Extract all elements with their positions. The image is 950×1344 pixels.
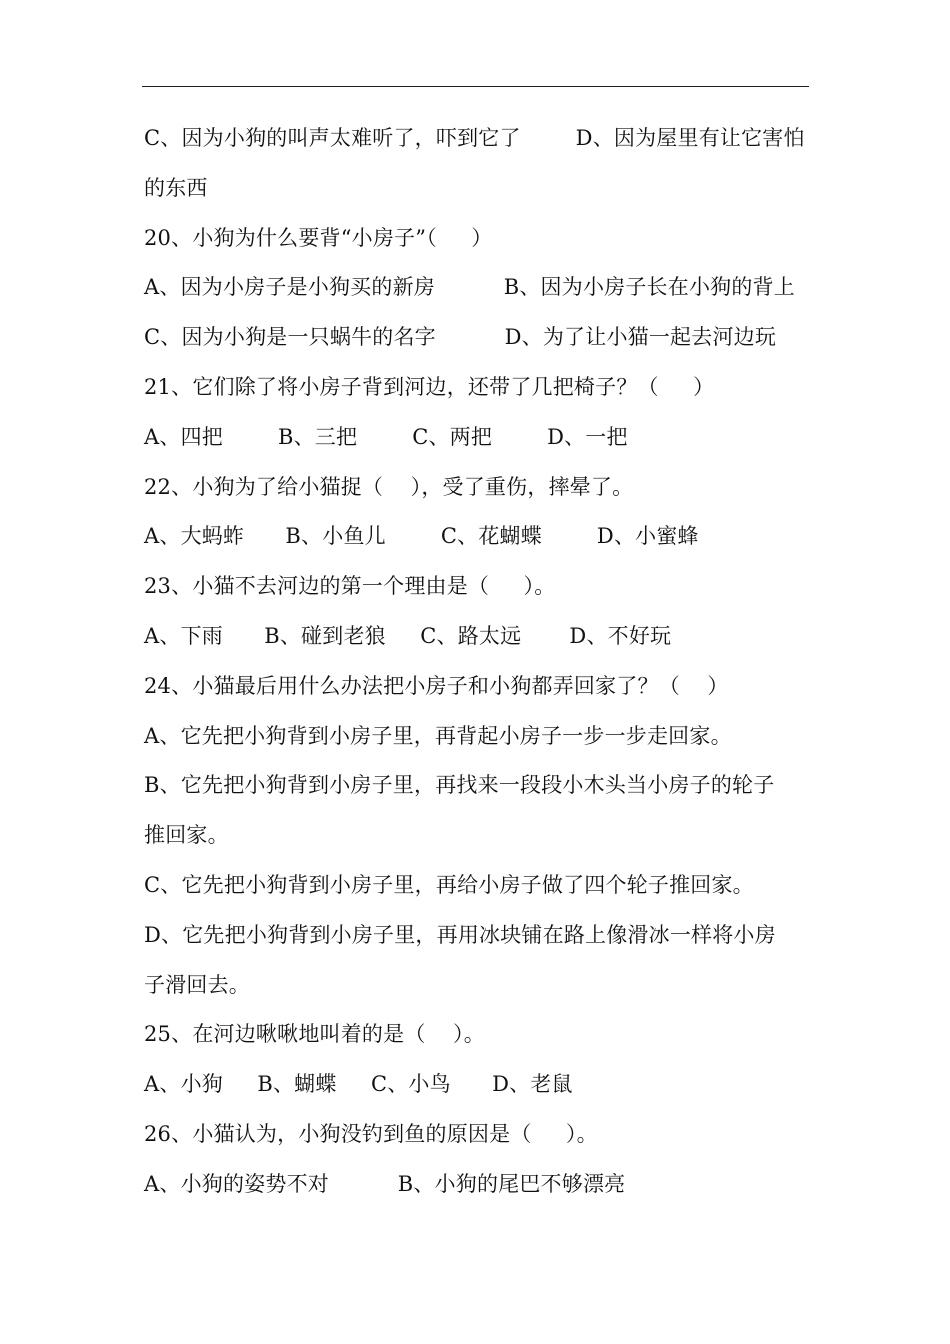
options-line: A、大蚂蚱 B、小鱼儿 C、花蝴蝶 D、小蜜蜂 xyxy=(144,524,699,549)
options-line: A、因为小房子是小狗买的新房 B、因为小房子长在小狗的背上 xyxy=(144,275,795,300)
option-d-continued: 子滑回去。 xyxy=(144,972,250,997)
text-line: C、因为小狗的叫声太难听了，吓到它了 D、因为屋里有让它害怕 xyxy=(144,126,805,150)
question-21: 21、它们除了将小房子背到河边，还带了几把椅子？（ ） xyxy=(144,374,715,399)
question-20: 20、小狗为什么要背“小房子”（ ） xyxy=(144,225,493,250)
options-line: C、因为小狗是一只蜗牛的名字 D、为了让小猫一起去河边玩 xyxy=(144,325,777,350)
options-line: A、下雨 B、碰到老狼 C、路太远 D、不好玩 xyxy=(144,623,672,648)
options-line: A、小狗的姿势不对 B、小狗的尾巴不够漂亮 xyxy=(144,1171,626,1196)
option-a: A、它先把小狗背到小房子里，再背起小房子一步一步走回家。 xyxy=(144,723,732,748)
options-line: A、四把 B、三把 C、两把 D、一把 xyxy=(144,424,628,449)
text-line: 的东西 xyxy=(144,175,208,200)
question-22: 22、小狗为了给小猫捉（ ），受了重伤，摔晕了。 xyxy=(144,474,634,499)
question-26: 26、小猫认为，小狗没钓到鱼的原因是（ ）。 xyxy=(144,1121,598,1146)
option-b: B、它先把小狗背到小房子里，再找来一段段小木头当小房子的轮子 xyxy=(144,773,775,798)
option-b-continued: 推回家。 xyxy=(144,823,229,848)
question-23: 23、小猫不去河边的第一个理由是（ ）。 xyxy=(144,574,556,599)
option-c: C、它先把小狗背到小房子里，再给小房子做了四个轮子推回家。 xyxy=(144,872,754,897)
options-line: A、小狗 B、蝴蝶 C、小鸟 D、老鼠 xyxy=(144,1072,573,1097)
header-rule xyxy=(142,86,809,87)
option-d: D、它先把小狗背到小房子里，再用冰块铺在路上像滑冰一样将小房 xyxy=(144,922,776,947)
question-24: 24、小猫最后用什么办法把小房子和小狗都弄回家了？（ ） xyxy=(144,673,729,698)
question-list xyxy=(144,114,814,1210)
question-25: 25、在河边啾啾地叫着的是（ ）。 xyxy=(144,1022,485,1047)
